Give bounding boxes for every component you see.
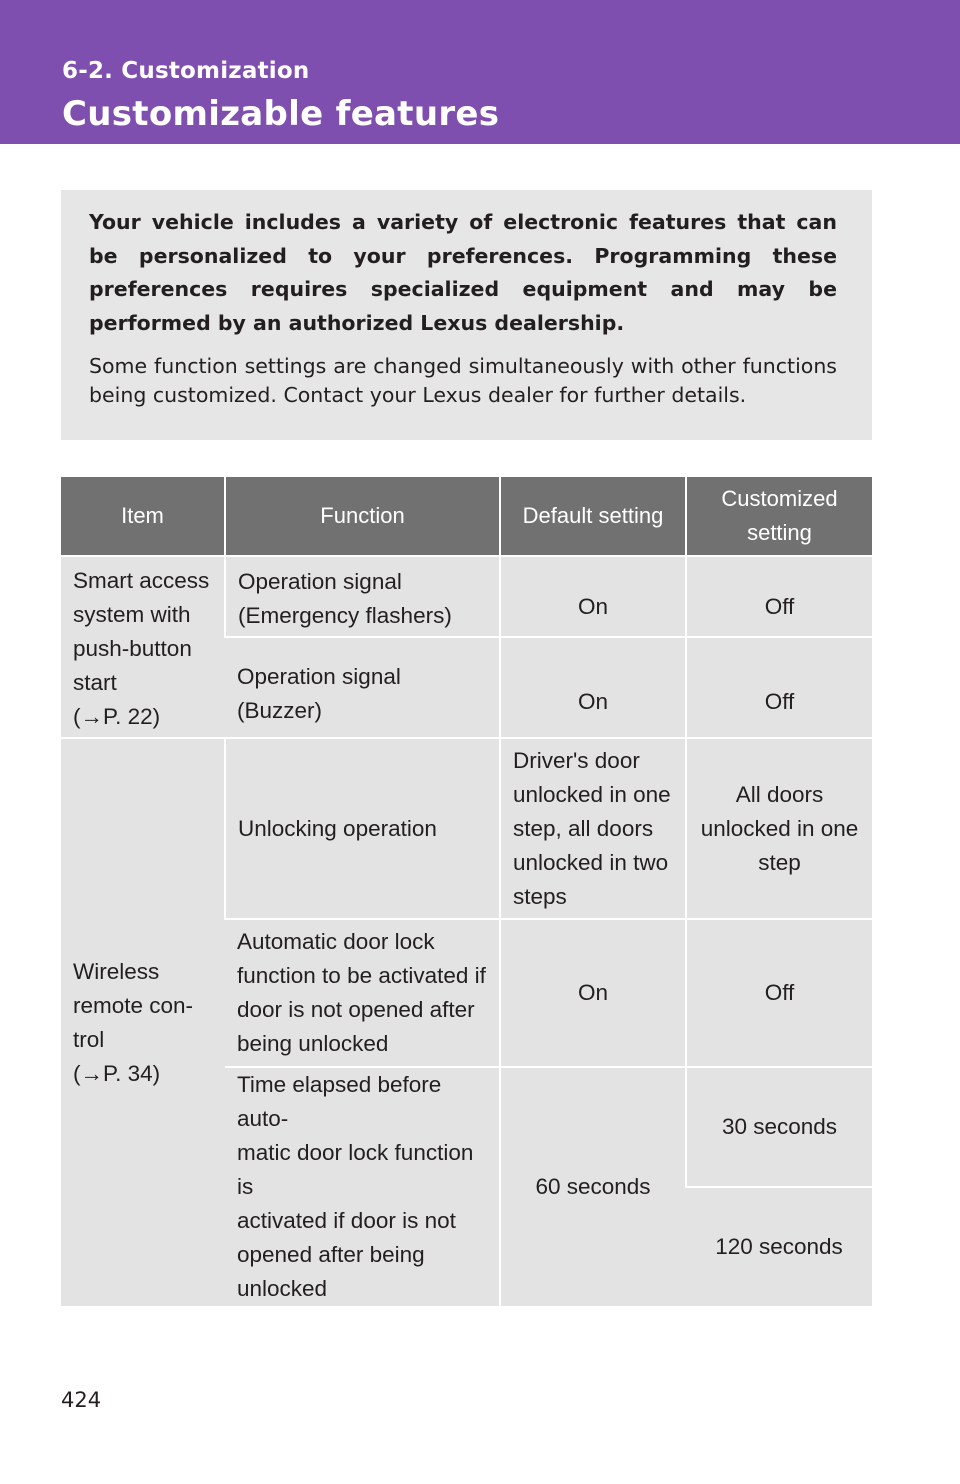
page-title: Customizable features	[62, 94, 500, 134]
customization-table	[61, 477, 872, 1306]
table-row	[61, 738, 872, 919]
header-function: Function	[225, 477, 500, 556]
header-customized-setting: Customized setting	[686, 477, 872, 556]
customized-cell-option: 120 seconds	[686, 1187, 872, 1307]
chapter-header	[0, 0, 960, 144]
table-header-row	[61, 477, 872, 556]
page-number: 424	[61, 1388, 102, 1412]
function-cell: Operation signal (Emergency flashers)	[225, 556, 500, 637]
customized-cell: Off	[686, 556, 872, 637]
customized-cell-option: 30 seconds	[686, 1067, 872, 1187]
default-cell: On	[500, 556, 686, 637]
customized-cell: Off	[686, 919, 872, 1067]
table-row	[61, 556, 872, 637]
section-label: 6-2. Customization	[62, 58, 310, 84]
item-wireless-remote: Wireless remote con- trol (→P. 34)	[61, 738, 225, 1306]
header-item: Item	[61, 477, 225, 556]
item-smart-access: Smart access system with push-button start (→P. 22)	[61, 556, 225, 738]
default-cell: On	[500, 919, 686, 1067]
default-cell: On	[500, 637, 686, 738]
function-cell: Time elapsed before auto- matic door lock function is activated if door is not opened after being unlocked	[225, 1067, 500, 1306]
function-cell: Automatic door lock function to be activated if door is not opened after being unlocked	[225, 919, 500, 1067]
intro-bold-text: Your vehicle includes a variety of electronic features that can be personalized to your preferences. Programming these preferences requires specialized equipment and may be performed by an authorized Lexus dealership.	[89, 210, 837, 335]
header-default-setting: Default setting	[500, 477, 686, 556]
default-cell: Driver's door unlocked in one step, all doors unlocked in two steps	[500, 738, 686, 919]
intro-note-text: Some function settings are changed simultaneously with other functions being customized. Contact your Lexus dealer for further details.	[89, 354, 837, 407]
customized-cell: All doors unlocked in one step	[686, 738, 872, 919]
function-cell: Operation signal (Buzzer)	[225, 637, 500, 738]
default-cell: 60 seconds	[500, 1067, 686, 1306]
customized-cell: Off	[686, 637, 872, 738]
function-cell: Unlocking operation	[225, 738, 500, 919]
intro-box	[61, 190, 872, 440]
